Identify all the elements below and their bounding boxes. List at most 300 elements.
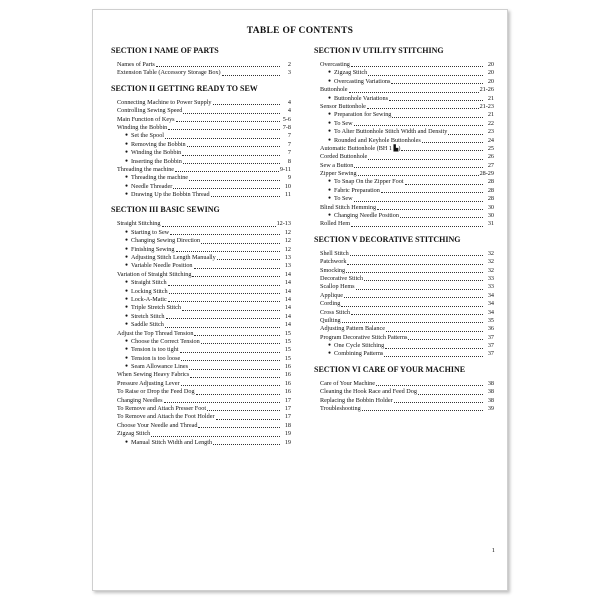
- toc-entry-label: To Snap On the Zipper Foot: [334, 178, 404, 186]
- dot-leader: [156, 66, 280, 67]
- dot-leader: [176, 121, 280, 122]
- toc-entry: [111, 372, 291, 380]
- toc-entry-label: Overcasting Variations: [334, 77, 391, 85]
- dot-leader: [181, 360, 280, 361]
- bullet-icon: ●: [125, 355, 129, 361]
- toc-entry-page: 38: [487, 388, 494, 396]
- toc-entry-label: Saddle Stitch: [131, 321, 164, 329]
- toc-entry: [111, 99, 291, 107]
- dot-leader: [207, 410, 280, 411]
- toc-entry-label: Rolled Hem: [320, 220, 351, 228]
- toc-entry: [314, 380, 494, 388]
- toc-entry: [111, 124, 291, 132]
- toc-entry-page: 15: [284, 329, 291, 337]
- toc-entry-label: To Remove and Attach the Foot Holder: [117, 413, 215, 421]
- toc-entry-label: Drawing Up the Bobbin Thread: [131, 191, 210, 199]
- toc-entry-page: 5-6: [282, 115, 291, 123]
- section-heading: SECTION VI CARE OF YOUR MACHINE: [314, 364, 466, 374]
- right-column: [314, 46, 494, 419]
- toc-entry-page: 31: [487, 220, 494, 228]
- toc-entry-label: Zigzag Stitch: [334, 69, 368, 77]
- toc-entry-page: 7: [287, 140, 291, 148]
- toc-entry-label: Variable Needle Position: [131, 262, 193, 270]
- dot-leader: [187, 146, 280, 147]
- bullet-icon: ●: [125, 263, 129, 269]
- dot-leader: [201, 343, 280, 344]
- toc-entry-page: 23: [487, 128, 494, 136]
- toc-entry: [314, 195, 494, 203]
- toc-entry-page: 14: [284, 279, 291, 287]
- toc-entry-label: Extension Table (Accessory Storage Box): [117, 69, 221, 77]
- dot-leader: [165, 327, 280, 328]
- dot-leader: [168, 129, 280, 130]
- toc-entry-label: Care of Your Machine: [320, 379, 375, 387]
- bullet-icon: ●: [125, 141, 129, 147]
- dot-leader: [392, 117, 483, 118]
- toc-entry-page: 37: [487, 350, 494, 358]
- toc-entry-label: Shell Stitch: [320, 249, 349, 257]
- toc-entry-label: Lock-A-Matic: [131, 295, 167, 303]
- bullet-icon: ●: [328, 137, 332, 143]
- manual-page: [92, 9, 508, 591]
- toc-entry: [111, 271, 291, 279]
- toc-entry-page: 21: [487, 94, 494, 102]
- toc-entry-page: 37: [487, 342, 494, 350]
- dot-leader: [175, 171, 279, 172]
- bullet-icon: ●: [125, 280, 129, 286]
- bullet-icon: ●: [125, 238, 129, 244]
- toc-entry-label: Locking Stitch: [131, 287, 168, 295]
- toc-entry-page: 26: [487, 153, 494, 161]
- toc-entry-label: Tension is too loose: [131, 354, 181, 362]
- bullet-icon: ●: [328, 78, 332, 84]
- toc-entry-label: Straight Stitch: [131, 279, 167, 287]
- toc-entry: [314, 137, 494, 145]
- toc-entry-label: Pressure Adjusting Lever: [117, 379, 180, 387]
- dot-leader: [180, 352, 280, 353]
- bullet-icon: ●: [125, 338, 129, 344]
- toc-entry: [314, 275, 494, 283]
- dot-leader: [173, 188, 280, 189]
- toc-entry-page: 34: [487, 308, 494, 316]
- dot-leader: [222, 75, 280, 76]
- toc-entry: [111, 430, 291, 438]
- toc-entry-page: 7: [287, 149, 291, 157]
- toc-entry-page: 4: [287, 107, 291, 115]
- toc-entry-label: Sensor Buttonhole: [320, 102, 366, 110]
- toc-entry-page: 34: [487, 291, 494, 299]
- toc-entry: [111, 288, 291, 296]
- toc-section: [314, 46, 494, 229]
- dot-leader: [347, 264, 483, 265]
- dot-leader: [189, 369, 280, 370]
- dot-leader: [164, 402, 280, 403]
- dot-leader: [367, 108, 479, 109]
- toc-entry: [111, 149, 291, 157]
- toc-entry-page: 11: [285, 191, 291, 199]
- toc-entry-label: Changing Needle Position: [334, 212, 399, 220]
- bullet-icon: ●: [125, 439, 129, 445]
- toc-entry-label: Preparation for Sewing: [334, 111, 392, 119]
- toc-entry-page: 13: [284, 262, 291, 270]
- toc-entry-label: Variation of Straight Stitching: [117, 270, 192, 278]
- toc-entry-page: 14: [284, 312, 291, 320]
- toc-entry-page: 13: [284, 254, 291, 262]
- bullet-icon: ●: [328, 112, 332, 118]
- toc-entry-page: 36: [487, 325, 494, 333]
- toc-entry-label: Blind Stitch Hemming: [320, 203, 377, 211]
- dot-leader: [182, 310, 280, 311]
- dot-leader: [183, 163, 280, 164]
- dot-leader: [351, 314, 483, 315]
- toc-entry-page: 4: [287, 98, 291, 106]
- toc-entry-page: 17: [284, 396, 291, 404]
- toc-entry: [111, 388, 291, 396]
- toc-entry-label: Manual Stitch Width and Length: [131, 438, 213, 446]
- toc-entry: [111, 174, 291, 182]
- toc-entry-label: To Sew: [334, 119, 353, 127]
- toc-entry: [314, 258, 494, 266]
- toc-entry-page: 16: [284, 371, 291, 379]
- toc-entry-label: Names of Parts: [117, 60, 155, 68]
- toc-entry: [314, 351, 494, 359]
- toc-entry-page: 3: [287, 69, 291, 77]
- toc-entry-label: When Sewing Heavy Fabrics: [117, 371, 190, 379]
- toc-entry: [111, 363, 291, 371]
- dot-leader: [448, 134, 483, 135]
- toc-section: [314, 365, 494, 414]
- toc-entry-page: 2: [287, 60, 291, 68]
- dot-leader: [368, 75, 483, 76]
- toc-entry-label: Seam Allowance Lines: [131, 363, 189, 371]
- toc-entry: [111, 166, 291, 174]
- dot-leader: [176, 251, 281, 252]
- bullet-icon: ●: [328, 129, 332, 135]
- toc-entry: [111, 355, 291, 363]
- toc-entry: [314, 111, 494, 119]
- toc-entry-page: 38: [487, 379, 494, 387]
- toc-entry: [314, 334, 494, 342]
- dot-leader: [346, 272, 483, 273]
- toc-entry-label: Automatic Buttonhole (BH 1 ▙): [320, 144, 401, 152]
- toc-entry-label: Triple Stretch Stitch: [131, 304, 181, 312]
- toc-entry: [314, 250, 494, 258]
- section-heading: SECTION II GETTING READY TO SEW: [111, 83, 258, 93]
- toc-entry: [314, 103, 494, 111]
- dot-leader: [194, 335, 280, 336]
- toc-entry: [111, 246, 291, 254]
- toc-entry-page: 19: [284, 430, 291, 438]
- toc-entry: [314, 170, 494, 178]
- toc-entry: [314, 212, 494, 220]
- toc-entry: [111, 380, 291, 388]
- dot-leader: [198, 427, 280, 428]
- bullet-icon: ●: [125, 288, 129, 294]
- dot-leader: [166, 318, 280, 319]
- toc-entry-label: Connecting Machine to Power Supply: [117, 98, 212, 106]
- toc-entry-label: Finishing Sewing: [131, 245, 175, 253]
- page-title: TABLE OF CONTENTS: [246, 26, 354, 36]
- dot-leader: [381, 192, 483, 193]
- toc-entry-page: 24: [487, 136, 494, 144]
- dot-leader: [181, 385, 280, 386]
- toc-entry: [314, 397, 494, 405]
- dot-leader: [192, 276, 280, 277]
- dot-leader: [165, 138, 280, 139]
- toc-entry-page: 34: [487, 300, 494, 308]
- toc-entry-page: 17: [284, 405, 291, 413]
- toc-entry-page: 39: [487, 405, 494, 413]
- toc-entry: [111, 132, 291, 140]
- toc-entry-label: Scallop Hems: [320, 283, 355, 291]
- toc-entry-page: 12: [284, 237, 291, 245]
- bullet-icon: ●: [125, 347, 129, 353]
- toc-entry-label: To Remove and Attach Presser Foot: [117, 405, 207, 413]
- toc-entry-label: Starting to Sew: [131, 228, 170, 236]
- toc-entry: [314, 69, 494, 77]
- toc-entry-label: Adjusting Stitch Length Manually: [131, 254, 216, 262]
- toc-entry-label: Main Function of Keys: [117, 115, 175, 123]
- dot-leader: [351, 66, 483, 67]
- toc-entry-label: Fabric Preparation: [334, 186, 380, 194]
- toc-entry-label: Changing Needles: [117, 396, 163, 404]
- toc-entry-page: 16: [284, 363, 291, 371]
- dot-leader: [342, 322, 483, 323]
- dot-leader: [385, 348, 483, 349]
- dot-leader: [194, 268, 280, 269]
- toc-entry: [314, 292, 494, 300]
- toc-entry: [314, 178, 494, 186]
- dot-leader: [182, 155, 280, 156]
- toc-entry-label: Set the Spool: [131, 132, 165, 140]
- toc-entry-page: 28: [487, 186, 494, 194]
- toc-entry: [111, 313, 291, 321]
- toc-entry-label: Adjusting Pattern Balance: [320, 325, 385, 333]
- toc-entry: [314, 325, 494, 333]
- toc-entry-label: Sew a Button: [320, 161, 354, 169]
- toc-entry-page: 30: [487, 203, 494, 211]
- toc-entry-label: Overcasting: [320, 60, 350, 68]
- toc-entry-page: 21: [487, 111, 494, 119]
- toc-entry-label: Zigzag Stitch: [117, 430, 151, 438]
- bullet-icon: ●: [328, 70, 332, 76]
- toc-entry-page: 14: [284, 295, 291, 303]
- toc-section: [314, 235, 494, 359]
- toc-entry: [111, 254, 291, 262]
- toc-entry-label: Replacing the Bobbin Holder: [320, 396, 393, 404]
- toc-entry-page: 32: [487, 249, 494, 257]
- toc-entry: [111, 439, 291, 447]
- bullet-icon: ●: [125, 229, 129, 235]
- toc-entry-label: Controlling Sewing Speed: [117, 107, 183, 115]
- toc-entry-page: 8: [287, 157, 291, 165]
- dot-leader: [358, 175, 479, 176]
- toc-entry-label: Applique: [320, 291, 344, 299]
- toc-entry-page: 33: [487, 283, 494, 291]
- toc-entry-page: 14: [284, 287, 291, 295]
- toc-entry-label: Buttonhole Variations: [334, 94, 389, 102]
- toc-entry-page: 16: [284, 379, 291, 387]
- toc-entry-label: Troubleshooting: [320, 405, 361, 413]
- dot-leader: [391, 83, 483, 84]
- dot-leader: [405, 184, 483, 185]
- section-heading: SECTION IV UTILITY STITCHING: [314, 46, 444, 55]
- toc-entry-label: Needle Threader: [131, 182, 173, 190]
- toc-entry-page: 21-26: [479, 86, 494, 94]
- toc-entry: [111, 405, 291, 413]
- bullet-icon: ●: [125, 313, 129, 319]
- toc-entry: [111, 296, 291, 304]
- toc-entry: [314, 153, 494, 161]
- toc-entry-page: 7-8: [282, 123, 291, 131]
- dot-leader: [351, 226, 483, 227]
- bullet-icon: ●: [125, 183, 129, 189]
- dot-leader: [190, 377, 280, 378]
- toc-entry-label: Smocking: [320, 266, 346, 274]
- toc-entry: [111, 330, 291, 338]
- toc-entry: [314, 317, 494, 325]
- toc-entry-page: 32: [487, 266, 494, 274]
- toc-entry: [314, 162, 494, 170]
- toc-entry-label: Winding the Bobbin: [117, 123, 168, 131]
- bullet-icon: ●: [125, 305, 129, 311]
- bullet-icon: ●: [125, 322, 129, 328]
- dot-leader: [213, 104, 280, 105]
- toc-entry: [314, 61, 494, 69]
- bullet-icon: ●: [125, 175, 129, 181]
- toc-entry: [314, 187, 494, 195]
- toc-entry-label: Tension is too tight: [131, 346, 179, 354]
- toc-entry-page: 14: [284, 321, 291, 329]
- toc-entry-page: 16: [284, 388, 291, 396]
- toc-entry-label: One Cycle Stitching: [334, 342, 385, 350]
- toc-entry: [314, 309, 494, 317]
- toc-entry-label: Decorative Stitch: [320, 274, 364, 282]
- dot-leader: [418, 394, 483, 395]
- dot-leader: [354, 167, 483, 168]
- toc-entry-label: Corded Buttonhole: [320, 153, 368, 161]
- toc-entry-label: Rounded and Keyhole Buttonholes: [334, 136, 421, 144]
- dot-leader: [151, 436, 280, 437]
- toc-section: [111, 205, 291, 447]
- toc-entry-label: Program Decorative Stitch Patterns: [320, 333, 408, 341]
- dot-leader: [216, 419, 280, 420]
- toc-entry-page: 35: [487, 316, 494, 324]
- toc-entry: [111, 107, 291, 115]
- toc-entry-page: 25: [487, 144, 494, 152]
- toc-entry: [314, 388, 494, 396]
- toc-entry: [111, 338, 291, 346]
- bullet-icon: ●: [328, 196, 332, 202]
- toc-entry: [314, 86, 494, 94]
- toc-section: [111, 84, 291, 200]
- bullet-icon: ●: [125, 255, 129, 261]
- bullet-icon: ●: [125, 192, 129, 198]
- dot-leader: [422, 142, 483, 143]
- toc-entry-page: 30: [487, 212, 494, 220]
- toc-entry-page: 22: [487, 119, 494, 127]
- toc-entry: [111, 61, 291, 69]
- toc-entry-label: Changing Sewing Direction: [131, 237, 201, 245]
- bullet-icon: ●: [125, 133, 129, 139]
- toc-entry-page: 14: [284, 304, 291, 312]
- dot-leader: [350, 255, 483, 256]
- toc-entry-page: 15: [284, 337, 291, 345]
- toc-entry-page: 28-29: [479, 170, 494, 178]
- toc-entry-label: Combining Patterns: [334, 350, 384, 358]
- bullet-icon: ●: [328, 179, 332, 185]
- toc-entry-page: 28: [487, 195, 494, 203]
- dot-leader: [189, 180, 280, 181]
- toc-entry-page: 17: [284, 413, 291, 421]
- toc-entry-page: 28: [487, 178, 494, 186]
- toc-entry-label: Buttonhole: [320, 86, 348, 94]
- toc-entry-page: 10: [284, 182, 291, 190]
- dot-leader: [401, 150, 483, 151]
- toc-entry: [314, 95, 494, 103]
- dot-leader: [362, 410, 483, 411]
- bullet-icon: ●: [125, 296, 129, 302]
- section-heading: SECTION V DECORATIVE STITCHING: [314, 234, 461, 244]
- dot-leader: [408, 339, 483, 340]
- toc-entry-label: Cross Stitch: [320, 308, 351, 316]
- toc-entry-label: Cleaning the Hook Race and Feed Dog: [320, 388, 417, 396]
- bullet-icon: ●: [328, 343, 332, 349]
- toc-entry-page: 15: [284, 354, 291, 362]
- dot-leader: [386, 331, 483, 332]
- toc-entry-page: 32: [487, 258, 494, 266]
- toc-entry-label: Cording: [320, 300, 341, 308]
- toc-entry-page: 9: [287, 174, 291, 182]
- toc-entry: [111, 69, 291, 77]
- toc-entry: [314, 120, 494, 128]
- toc-entry: [314, 283, 494, 291]
- toc-entry-page: 19: [284, 438, 291, 446]
- toc-entry: [111, 116, 291, 124]
- dot-leader: [341, 306, 483, 307]
- section-heading: SECTION III BASIC SEWING: [111, 205, 220, 215]
- bullet-icon: ●: [125, 246, 129, 252]
- toc-entry-page: 27: [487, 161, 494, 169]
- dot-leader: [196, 394, 280, 395]
- dot-leader: [356, 289, 483, 290]
- toc-entry-page: 18: [284, 421, 291, 429]
- toc-entry-page: 21-23: [479, 102, 494, 110]
- toc-entry: [111, 279, 291, 287]
- toc-section: [111, 46, 291, 78]
- toc-entry: [314, 267, 494, 275]
- bullet-icon: ●: [125, 158, 129, 164]
- bullet-icon: ●: [125, 364, 129, 370]
- toc-entry-page: 9-11: [279, 165, 291, 173]
- toc-entry-label: Stretch Stitch: [131, 312, 165, 320]
- dot-leader: [168, 301, 280, 302]
- toc-entry-page: 20: [487, 69, 494, 77]
- dot-leader: [400, 217, 483, 218]
- toc-entry-label: Winding the Bobbin: [131, 149, 182, 157]
- toc-entry: [111, 397, 291, 405]
- left-column: [111, 46, 291, 453]
- toc-entry: [111, 422, 291, 430]
- toc-entry: [111, 413, 291, 421]
- toc-entry: [314, 145, 494, 153]
- toc-entry-page: 37: [487, 333, 494, 341]
- dot-leader: [211, 196, 280, 197]
- toc-entry-label: Patchwork: [320, 258, 347, 266]
- toc-entry-page: 12-13: [276, 220, 291, 228]
- toc-entry: [111, 346, 291, 354]
- dot-leader: [364, 280, 483, 281]
